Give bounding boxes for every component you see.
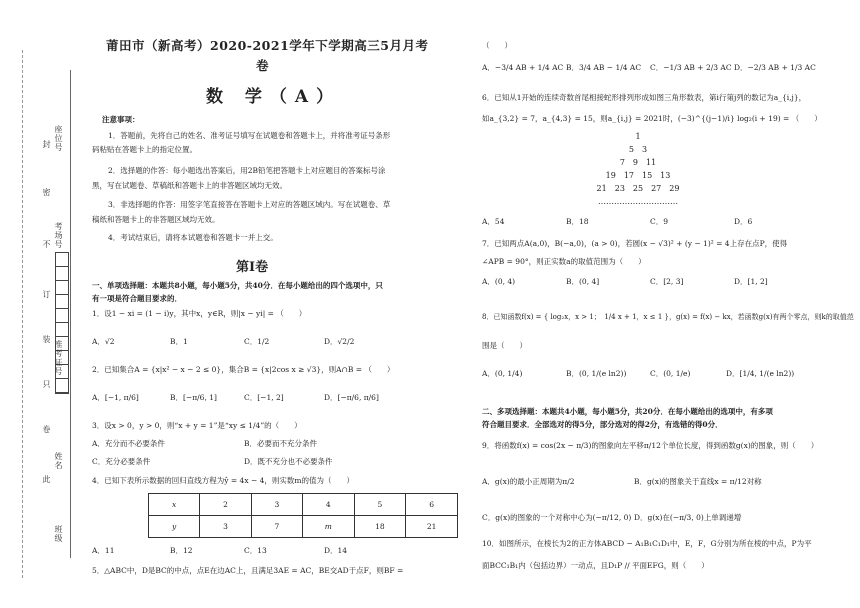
q3-stem: 3．设x > 0，y > 0，则“x + y = 1”是“xy ≤ 1/4”的（ ） (92, 421, 302, 430)
q5-stem: 5．△ABC中，D是BC的中点，点E在边AC上，且满足3AE = AC，BE交AD于点F，则BF = (92, 566, 404, 575)
section-one-intro-cont: 有一项是符合题目要求的． (92, 294, 182, 303)
number-triangle (578, 130, 698, 208)
note-line: 1．答题前，先将自己的姓名、准考证号填写在试题卷和答题卡上，并将准考证号条形 (108, 131, 391, 140)
class-label: 班级 (54, 525, 63, 543)
table-cell: 3 (200, 516, 251, 538)
q7-option-b[interactable]: B．(0, 4] (566, 277, 600, 286)
q1-option-a[interactable]: A．√2 (92, 337, 115, 346)
room-number-label: 考场号 (54, 222, 63, 249)
triangle-row: 21 23 25 27 29 (596, 184, 680, 193)
seal-char: 卷 (42, 425, 51, 434)
q4-stem: 4．已知下表所示数据的回归直线方程为ŷ = 4x − 4，则实数m的值为（ ） (92, 476, 354, 485)
table-cell: 5 (354, 494, 406, 516)
q10-stem-cont: 面BCC₁B₁内（包括边界）一动点，且D₁P // 平面EFG，则（ ） (482, 561, 709, 570)
table-cell: m (303, 516, 355, 538)
q7-option-d[interactable]: D．[1, 2] (734, 277, 768, 286)
note-line: 码粘贴在答题卡上的指定位置。 (92, 145, 197, 154)
q7-stem: 7．已知两点A(a,0)，B(−a,0)，(a > 0)，若圆(x − √3)² + (y − 1)² = 4上存在点P，使得 (482, 239, 788, 248)
q6-option-b[interactable]: B．18 (566, 217, 589, 226)
table-cell: 3 (251, 494, 302, 516)
seal-line (22, 50, 23, 578)
table-cell: x (149, 494, 200, 516)
table-cell: 21 (406, 516, 458, 538)
q8-stem-cont: 围是（ ） (482, 341, 527, 350)
section-two-intro-cont: 符合题目要求．全部选对的得5分，部分选对的得2分，有选错的得0分． (482, 420, 723, 429)
note-line: 2．选择题的作答：每小题选出答案后，用2B铅笔把答题卡上对应题目的答案标号涂 (108, 166, 386, 175)
seal-char: 此 (42, 475, 51, 484)
name-label: 姓名 (54, 452, 63, 470)
seal-char: 订 (42, 290, 51, 299)
q3-option-b[interactable]: B．必要而不充分条件 (244, 439, 318, 448)
q8-option-c[interactable]: C．(0, 1/e) (650, 369, 691, 378)
q1-option-b[interactable]: B．1 (170, 337, 188, 346)
seal-char: 不 (42, 240, 51, 249)
q6-option-d[interactable]: D．6 (734, 217, 753, 226)
table-row (149, 494, 458, 516)
q5-option-a[interactable]: A．−3/4 AB + 1/4 AC (482, 63, 564, 72)
q4-option-b[interactable]: B．12 (170, 546, 193, 555)
q4-option-d[interactable]: D．14 (324, 546, 348, 555)
q7-option-a[interactable]: A．(0, 4) (482, 277, 516, 286)
q3-option-c[interactable]: C．充分必要条件 (92, 457, 151, 466)
q8-option-a[interactable]: A．(0, 1/4) (482, 369, 523, 378)
q6-option-c[interactable]: C．9 (650, 217, 669, 226)
q6-stem: 6．已知从1开始的连续奇数首尾相接蛇形排列形成如图三角形数表，第i行第j列的数记为a_{i,j}， (482, 93, 807, 102)
q8-stem: 8．已知函数f(x) = { log₂x，x > 1； 1/4 x + 1，x ≤ 1 }，g(x) = f(x) − kx，若函数g(x)有两个零点，则k的取值范 (482, 313, 854, 321)
binding-line (70, 70, 71, 558)
q1-option-c[interactable]: C．1/2 (244, 337, 270, 346)
q2-option-d[interactable]: D．[−π/6, π/6] (324, 393, 379, 402)
note-line: 3．非选择题的作答：用签字笔直接答在答题卡上对应的答题区域内。写在试题卷、草 (108, 200, 391, 209)
q9-option-b[interactable]: B．g(x)的图象关于直线x = π/12对称 (634, 477, 762, 486)
exam-title-cont: 卷 (256, 58, 270, 73)
table-cell: 2 (200, 494, 251, 516)
triangle-row: 19 17 15 13 (605, 171, 671, 180)
q2-stem: 2．已知集合A = {x|x² − x − 2 ≤ 0}，集合B = {x|2cos x ≥ √3}，则A∩B = （ ） (92, 365, 395, 374)
triangle-row: 7 9 11 (619, 158, 657, 167)
q5-option-b[interactable]: B．3/4 AB − 1/4 AC (566, 63, 642, 72)
triangle-row: 5 3 (628, 145, 648, 154)
q8-option-d[interactable]: D．[1/4, 1/(e ln2)) (726, 369, 795, 378)
exam-title: 莆田市（新高考）2020-2021学年下学期高三5月月考 (106, 38, 429, 53)
table-cell: 7 (251, 516, 302, 538)
part-one-heading: 第Ⅰ卷 (236, 260, 269, 275)
q6-stem-cont: 如a_{3,2} = 7，a_{4,3} = 15，则a_{i,j} = 2021时，(−3)^{(j−1)/i} log₂(i + 19) = （ ） (482, 114, 822, 123)
table-cell: 6 (406, 494, 458, 516)
notes-heading: 注意事项： (102, 115, 140, 124)
table-cell: 18 (354, 516, 406, 538)
subject-title: 数 学（A） (206, 87, 342, 107)
q6-option-a[interactable]: A．54 (482, 217, 505, 226)
q2-option-b[interactable]: B．[−π/6, 1] (170, 393, 217, 402)
section-one-intro: 一、单项选择题：本题共8小题，每小题5分，共40分．在每小题给出的四个选项中，只 (92, 281, 383, 290)
binding-strip (0, 0, 86, 608)
table-row (149, 516, 458, 538)
triangle-dots: ………………………… (598, 197, 678, 206)
triangle-row: 1 (635, 132, 641, 141)
seal-char: 封 (42, 140, 51, 149)
q2-option-a[interactable]: A．[−1, π/6] (92, 393, 139, 402)
ticket-number-label: 准考证号 (54, 340, 63, 376)
note-line: 黑，写在试题卷、草稿纸和答题卡上的非答题区域均无效。 (92, 181, 287, 190)
q5-option-c[interactable]: C．−1/3 AB + 2/3 AC (650, 63, 732, 72)
q3-option-a[interactable]: A．充分而不必要条件 (92, 439, 165, 448)
q1-option-d[interactable]: D．√2/2 (324, 337, 355, 346)
q10-stem: 10．如图所示，在棱长为2的正方体ABCD − A₁B₁C₁D₁中，E，F，G分别为所在棱的中点，P为平 (482, 539, 812, 548)
table-cell: y (149, 516, 200, 538)
q9-option-a[interactable]: A．g(x)的最小正周期为π/2 (482, 477, 575, 486)
q7-stem-cont: ∠APB = 90°，则正实数a的取值范围为（ ） (482, 257, 646, 266)
q9-stem: 9．将函数f(x) = cos(2x − π/3)的图象向左平移π/12个单位长度，得到函数g(x)的图象，则（ ） (482, 441, 819, 450)
note-line: 稿纸和答题卡上的非答题区域均无效。 (92, 215, 220, 224)
q4-option-c[interactable]: C．13 (244, 546, 267, 555)
q2-option-c[interactable]: C．[−1, 2] (244, 393, 284, 402)
q7-option-c[interactable]: C．[2, 3] (650, 277, 684, 286)
seal-char: 只 (42, 380, 51, 389)
section-two-intro: 二、多项选择题：本题共4小题，每小题5分，共20分．在每小题给出的选项中，有多项 (482, 407, 773, 416)
q5-stem-cont: （ ） (482, 41, 512, 50)
q5-option-d[interactable]: D．−2/3 AB + 1/3 AC (734, 63, 816, 72)
note-line: 4．考试结束后，请将本试题卷和答题卡一并上交。 (108, 233, 278, 242)
table-cell: 4 (303, 494, 355, 516)
q4-data-table (148, 493, 458, 538)
q3-option-d[interactable]: D．既不充分也不必要条件 (244, 457, 333, 466)
q8-option-b[interactable]: B．(0, 1/(e ln2)) (566, 369, 627, 378)
q1-stem: 1．设1 − xi = (1 − i)y，其中x，y∈R，则|x − yi| = （ ） (92, 309, 307, 318)
seal-char: 密 (42, 188, 51, 197)
q9-option-c[interactable]: C．g(x)的图象的一个对称中心为(−π/12, 0) (482, 513, 632, 522)
q4-option-a[interactable]: A．11 (92, 546, 115, 555)
seat-number-label: 座位号 (54, 125, 63, 152)
q9-option-d[interactable]: D．g(x)在(−π/3, 0)上单调递增 (634, 513, 742, 522)
seal-char: 装 (42, 335, 51, 344)
